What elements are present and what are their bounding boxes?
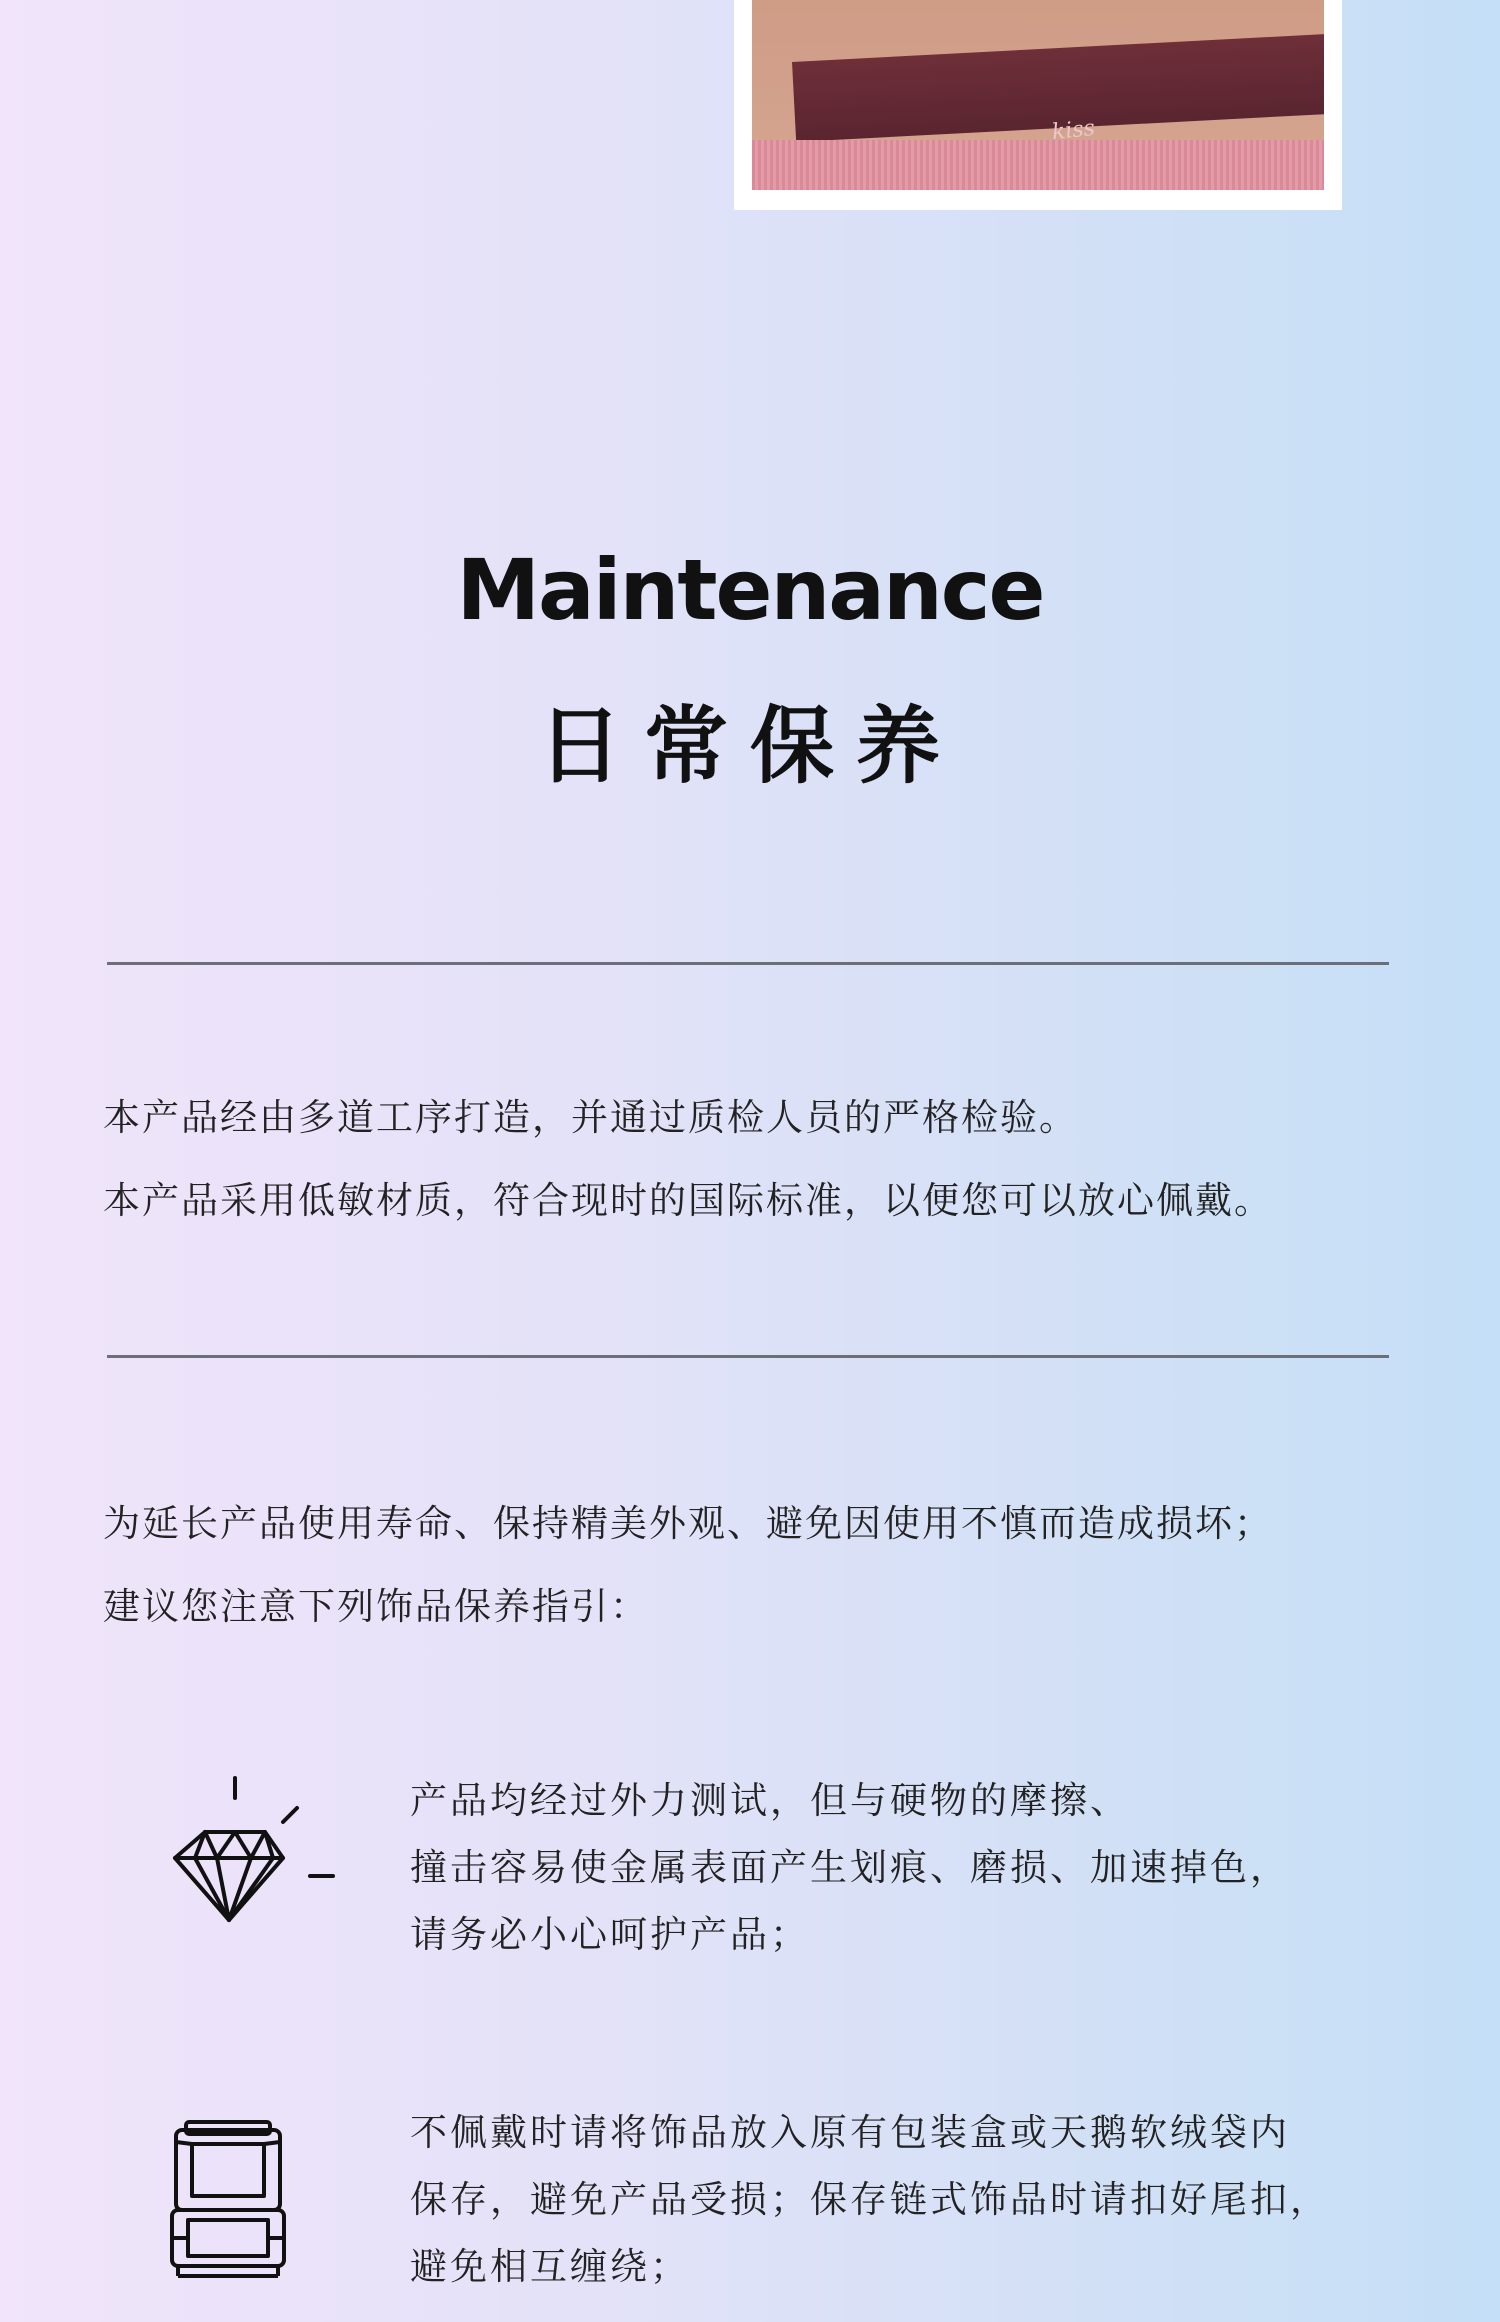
care-item-1-line-2: 撞击容易使金属表面产生划痕、磨损、加速掉色， [410,1846,1290,1889]
page-title-en: Maintenance [456,541,1044,639]
photo-brand-text: kiss [1050,115,1097,146]
photo-fabric [752,140,1324,190]
care-item-2-line-1: 不佩戴时请将饰品放入原有包装盒或天鹅软绒袋内 [410,2111,1290,2154]
care-item-2-line-2: 保存，避免产品受损；保存链式饰品时请扣好尾扣， [410,2178,1330,2221]
care-item-1-line-1: 产品均经过外力测试，但与硬物的摩擦、 [410,1779,1130,1822]
divider-top [107,962,1389,965]
advice-line-1: 为延长产品使用寿命、保持精美外观、避免因使用不慎而造成损坏； [103,1502,1273,1545]
intro-line-1: 本产品经由多道工序打造，并通过质检人员的严格检验。 [103,1096,1078,1139]
care-item-1-line-3: 请务必小心呵护产品； [410,1913,810,1956]
product-photo [752,0,1324,190]
advice-line-2: 建议您注意下列饰品保养指引： [103,1585,649,1628]
page-title-cn: 日常保养 [537,697,962,795]
diamond-icon [165,1770,345,1930]
jewelry-box-icon [168,2118,288,2282]
divider-middle [107,1355,1389,1358]
intro-line-2: 本产品采用低敏材质，符合现时的国际标准，以便您可以放心佩戴。 [103,1179,1273,1222]
product-photo-frame [734,0,1342,210]
care-item-2-line-3: 避免相互缠绕； [410,2245,690,2288]
